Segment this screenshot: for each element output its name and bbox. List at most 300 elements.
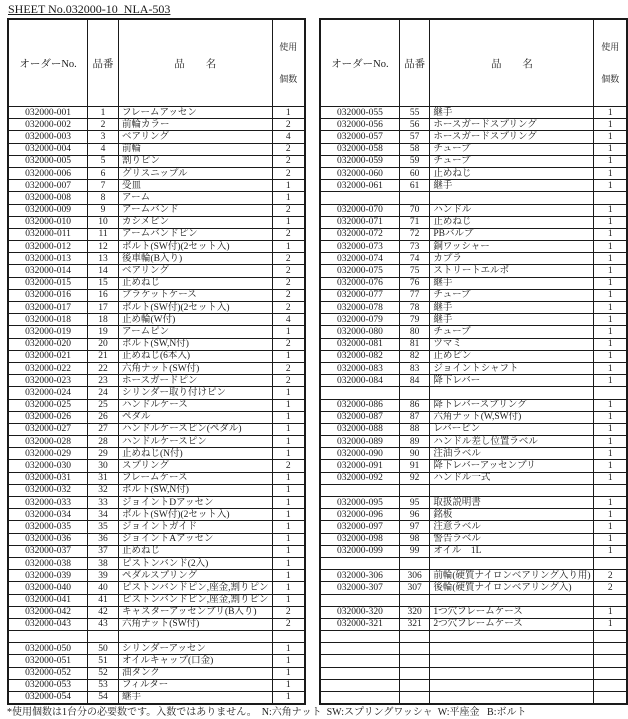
part-name-cell: ボルト(SW付)(2セット入) [118,241,272,253]
qty-cell [594,192,627,204]
order-no-cell: 032000-089 [320,436,399,448]
table-row [320,143,627,155]
part-no-cell: 75 [399,265,430,277]
order-no-cell: 032000-006 [8,167,88,179]
part-name-cell: 止めねじ [430,216,594,228]
table-row [320,667,627,679]
col-header-part-no: 品番 [399,19,430,107]
part-no-cell: 27 [88,423,119,435]
order-no-cell: 032000-009 [8,204,88,216]
qty-cell: 2 [272,167,305,179]
table-row [8,119,305,131]
qty-cell: 1 [272,667,305,679]
order-no-cell [320,557,399,569]
parts-table-left [7,18,306,705]
table-row [8,545,305,557]
parts-table-right [319,18,628,705]
qty-cell: 1 [272,655,305,667]
order-no-cell: 032000-004 [8,143,88,155]
qty-cell: 1 [272,692,305,704]
order-no-cell: 032000-078 [320,302,399,314]
part-name-cell: 銘板 [430,509,594,521]
order-no-cell: 032000-007 [8,180,88,192]
col-header-order-no: オーダーNo. [320,19,399,107]
table-row [320,241,627,253]
table-row [320,338,627,350]
qty-cell: 1 [272,582,305,594]
part-name-cell: ホースガードスプリング [430,119,594,131]
order-no-cell: 032000-097 [320,521,399,533]
table-row [8,253,305,265]
table-row [8,167,305,179]
table-row [8,289,305,301]
qty-cell [594,594,627,606]
table-row [8,204,305,216]
part-name-cell: ピストンバンドピン,座金,割りピン [118,594,272,606]
table-row [8,557,305,569]
qty-cell: 1 [272,241,305,253]
part-no-cell: 86 [399,399,430,411]
order-no-cell: 032000-002 [8,119,88,131]
part-name-cell: 六角ナット(SW付) [118,362,272,374]
part-no-cell: 55 [399,107,430,119]
qty-cell: 2 [272,618,305,630]
part-no-cell: 13 [88,253,119,265]
part-no-cell: 36 [88,533,119,545]
part-no-cell: 50 [88,643,119,655]
table-row [8,399,305,411]
part-name-cell: オイルキャップ(口金) [118,655,272,667]
order-no-cell: 032000-083 [320,362,399,374]
part-name-cell: 止めねじ [118,277,272,289]
part-no-cell: 99 [399,545,430,557]
order-no-cell: 032000-032 [8,484,88,496]
part-name-cell [118,631,272,643]
part-name-cell: グリスニップル [118,167,272,179]
qty-cell: 1 [272,484,305,496]
order-no-cell: 032000-041 [8,594,88,606]
part-no-cell: 53 [88,679,119,691]
part-name-cell: 止めねじ(N付) [118,448,272,460]
table-row [320,570,627,582]
order-no-cell [320,594,399,606]
part-name-cell: 降下レバースプリング [430,399,594,411]
order-no-cell: 032000-076 [320,277,399,289]
qty-cell: 2 [272,375,305,387]
part-name-cell: キャスターアッセンブリ(B入り) [118,606,272,618]
table-row [8,375,305,387]
part-no-cell: 76 [399,277,430,289]
order-no-cell: 032000-005 [8,155,88,167]
part-name-cell [430,692,594,704]
table-row [8,265,305,277]
order-no-cell: 032000-038 [8,557,88,569]
table-row [320,582,627,594]
qty-cell: 1 [594,265,627,277]
col-header-qty-bottom: 個数 [279,74,298,84]
part-name-cell: 止め輪(W付) [118,314,272,326]
part-no-cell [399,557,430,569]
part-name-cell [430,679,594,691]
part-name-cell: ジョイントガイド [118,521,272,533]
part-no-cell: 306 [399,570,430,582]
part-name-cell: 止めピン [430,350,594,362]
tables-container [7,18,628,705]
table-header [8,19,305,107]
part-name-cell: ボルト(SW,N付) [118,484,272,496]
order-no-cell [320,387,399,399]
qty-cell: 1 [272,326,305,338]
part-no-cell: 58 [399,143,430,155]
part-name-cell: ベアリング [118,131,272,143]
order-no-cell: 032000-011 [8,228,88,240]
qty-cell: 1 [594,497,627,509]
qty-cell [594,667,627,679]
order-no-cell: 032000-077 [320,289,399,301]
qty-cell: 1 [594,411,627,423]
qty-cell: 1 [594,131,627,143]
table-row [320,692,627,704]
table-row [8,131,305,143]
qty-cell: 1 [272,679,305,691]
part-no-cell [399,387,430,399]
table-row [320,509,627,521]
table-row [8,216,305,228]
part-no-cell: 28 [88,436,119,448]
table-row [8,107,305,119]
part-no-cell: 17 [88,302,119,314]
table-row [320,606,627,618]
order-no-cell: 032000-057 [320,131,399,143]
order-no-cell: 032000-014 [8,265,88,277]
order-no-cell: 032000-021 [8,350,88,362]
col-header-qty-top: 使用 [601,42,620,52]
table-row [8,228,305,240]
part-no-cell: 87 [399,411,430,423]
part-no-cell: 51 [88,655,119,667]
qty-cell: 1 [272,448,305,460]
part-no-cell: 25 [88,399,119,411]
order-no-cell: 032000-080 [320,326,399,338]
part-name-cell: 前輪 [118,143,272,155]
table-row [8,460,305,472]
qty-cell [272,631,305,643]
table-row [8,594,305,606]
qty-cell: 1 [594,448,627,460]
qty-cell: 2 [272,277,305,289]
part-no-cell: 57 [399,131,430,143]
part-no-cell [399,643,430,655]
qty-cell: 1 [272,533,305,545]
part-no-cell: 23 [88,375,119,387]
qty-cell: 1 [272,594,305,606]
qty-cell: 2 [272,253,305,265]
order-no-cell: 032000-029 [8,448,88,460]
qty-cell: 2 [272,119,305,131]
part-no-cell: 43 [88,618,119,630]
table-row [320,448,627,460]
part-name-cell: 止めねじ(6本入) [118,350,272,362]
part-name-cell [430,655,594,667]
table-row [320,289,627,301]
table-row [320,655,627,667]
qty-cell: 1 [594,362,627,374]
qty-cell: 1 [272,387,305,399]
part-name-cell: 継手 [430,314,594,326]
part-no-cell: 95 [399,497,430,509]
table-row [8,618,305,630]
order-no-cell: 032000-036 [8,533,88,545]
table-row [8,582,305,594]
qty-cell: 2 [272,338,305,350]
part-name-cell: 受皿 [118,180,272,192]
order-no-cell: 032000-082 [320,350,399,362]
table-row [8,448,305,460]
part-no-cell: 34 [88,509,119,521]
part-no-cell: 7 [88,180,119,192]
order-no-cell: 032000-001 [8,107,88,119]
order-no-cell [320,643,399,655]
table-row [320,484,627,496]
part-no-cell: 4 [88,143,119,155]
part-name-cell: カシメピン [118,216,272,228]
qty-cell: 1 [272,180,305,192]
qty-cell: 1 [594,253,627,265]
part-name-cell: チューブ [430,155,594,167]
part-no-cell: 16 [88,289,119,301]
part-name-cell: 後車輪(B入り) [118,253,272,265]
part-name-cell: ピストンバンド(2入) [118,557,272,569]
table-row [320,362,627,374]
qty-cell: 1 [272,521,305,533]
table-body-left [8,107,305,704]
table-row [8,143,305,155]
part-name-cell [430,557,594,569]
qty-cell: 1 [272,423,305,435]
table-row [320,472,627,484]
part-name-cell: 銅ワッシャー [430,241,594,253]
table-row [8,180,305,192]
qty-cell: 1 [594,119,627,131]
part-no-cell: 84 [399,375,430,387]
table-row [320,314,627,326]
order-no-cell: 032000-058 [320,143,399,155]
table-row [8,241,305,253]
part-no-cell: 37 [88,545,119,557]
part-no-cell [399,484,430,496]
part-no-cell: 15 [88,277,119,289]
col-header-qty [272,19,305,107]
part-name-cell: ハンドル [430,204,594,216]
table-row [8,570,305,582]
part-name-cell: オイル 1L [430,545,594,557]
part-no-cell: 97 [399,521,430,533]
order-no-cell: 032000-321 [320,618,399,630]
table-row [8,497,305,509]
qty-cell: 1 [594,228,627,240]
part-no-cell: 38 [88,557,119,569]
part-name-cell: 止めねじ [430,167,594,179]
table-row [320,375,627,387]
order-no-cell: 032000-320 [320,606,399,618]
table-row [320,180,627,192]
qty-cell: 1 [594,155,627,167]
qty-cell: 1 [272,643,305,655]
table-row [8,302,305,314]
qty-cell: 1 [594,399,627,411]
qty-cell: 1 [594,277,627,289]
table-row [320,350,627,362]
part-name-cell: ホースガードスプリング [430,131,594,143]
order-no-cell: 032000-060 [320,167,399,179]
part-name-cell: ボルト(SW,N付) [118,338,272,350]
table-row [320,497,627,509]
table-row [320,594,627,606]
table-row [320,192,627,204]
qty-cell: 1 [272,399,305,411]
part-name-cell: 降下レバーアッセンブリ [430,460,594,472]
order-no-cell [320,655,399,667]
part-name-cell: ジョイントシャフト [430,362,594,374]
part-name-cell: PBバルブ [430,228,594,240]
part-name-cell: ペダルスプリング [118,570,272,582]
part-no-cell: 39 [88,570,119,582]
part-name-cell: フレームアッセン [118,107,272,119]
part-no-cell: 8 [88,192,119,204]
part-no-cell: 11 [88,228,119,240]
order-no-cell: 032000-092 [320,472,399,484]
order-no-cell: 032000-098 [320,533,399,545]
table-row [320,521,627,533]
order-no-cell: 032000-081 [320,338,399,350]
table-row [320,167,627,179]
table-row [8,521,305,533]
table-row [8,192,305,204]
part-name-cell: ベアリング [118,265,272,277]
qty-cell: 2 [272,155,305,167]
order-no-cell [320,692,399,704]
col-header-part-name: 品 名 [118,19,272,107]
part-name-cell: アーム [118,192,272,204]
qty-cell: 4 [272,314,305,326]
part-name-cell: ボルト(SW付)(2セット入) [118,302,272,314]
col-header-order-no: オーダーNo. [8,19,88,107]
part-name-cell: 六角ナット(SW付) [118,618,272,630]
qty-cell: 1 [272,497,305,509]
qty-cell: 1 [594,521,627,533]
col-header-qty [594,19,627,107]
part-no-cell: 31 [88,472,119,484]
part-no-cell: 18 [88,314,119,326]
part-no-cell: 321 [399,618,430,630]
part-no-cell: 54 [88,692,119,704]
table-row [8,155,305,167]
part-name-cell: ボルト(SW付)(2セット入) [118,509,272,521]
table-row [8,509,305,521]
qty-cell: 1 [594,302,627,314]
qty-cell: 1 [594,289,627,301]
order-no-cell: 032000-010 [8,216,88,228]
part-no-cell: 14 [88,265,119,277]
part-name-cell: ハンドル差し位置ラベル [430,436,594,448]
table-row [8,387,305,399]
part-name-cell: 取扱説明書 [430,497,594,509]
order-no-cell: 032000-017 [8,302,88,314]
table-row [8,631,305,643]
order-no-cell: 032000-084 [320,375,399,387]
part-name-cell: 警告ラベル [430,533,594,545]
part-no-cell [399,655,430,667]
table-row [8,423,305,435]
part-name-cell: 六角ナット(W,SW付) [430,411,594,423]
qty-cell: 1 [594,533,627,545]
part-name-cell: チューブ [430,289,594,301]
table-row [320,436,627,448]
table-row [8,436,305,448]
table-row [320,399,627,411]
order-no-cell: 032000-003 [8,131,88,143]
order-no-cell: 032000-051 [8,655,88,667]
part-name-cell: スプリング [118,460,272,472]
order-no-cell [320,679,399,691]
part-no-cell [88,631,119,643]
part-name-cell: ハンドル一式 [430,472,594,484]
order-no-cell: 032000-013 [8,253,88,265]
order-no-cell: 032000-090 [320,448,399,460]
part-name-cell: チューブ [430,326,594,338]
part-no-cell: 320 [399,606,430,618]
table-row [8,338,305,350]
part-name-cell [430,387,594,399]
part-no-cell: 92 [399,472,430,484]
qty-cell [594,692,627,704]
part-no-cell: 71 [399,216,430,228]
qty-cell: 1 [272,545,305,557]
order-no-cell [320,667,399,679]
table-row [320,423,627,435]
qty-cell: 1 [594,350,627,362]
qty-cell: 1 [594,509,627,521]
qty-cell: 1 [272,570,305,582]
part-no-cell: 9 [88,204,119,216]
part-name-cell [430,667,594,679]
order-no-cell: 032000-091 [320,460,399,472]
order-no-cell: 032000-015 [8,277,88,289]
part-name-cell: 注意ラベル [430,521,594,533]
part-no-cell: 35 [88,521,119,533]
order-no-cell: 032000-022 [8,362,88,374]
order-no-cell: 032000-031 [8,472,88,484]
table-row [320,204,627,216]
footnote: *使用個数は1台分の必要数です。入数ではありません。 N:六角ナット SW:スプリングワッシャ W:平座金 B:ボルト [7,706,527,718]
order-no-cell: 032000-028 [8,436,88,448]
qty-cell: 2 [272,265,305,277]
table-row [8,533,305,545]
qty-cell: 2 [272,302,305,314]
order-no-cell: 032000-072 [320,228,399,240]
part-name-cell: 1つ穴フレームケース [430,606,594,618]
col-header-qty-top: 使用 [279,42,298,52]
qty-cell: 1 [594,107,627,119]
header-row [320,19,627,107]
qty-cell [594,631,627,643]
qty-cell: 2 [272,143,305,155]
part-name-cell: 継手 [118,692,272,704]
qty-cell: 1 [594,216,627,228]
qty-cell [594,557,627,569]
order-no-cell: 032000-025 [8,399,88,411]
part-no-cell: 59 [399,155,430,167]
